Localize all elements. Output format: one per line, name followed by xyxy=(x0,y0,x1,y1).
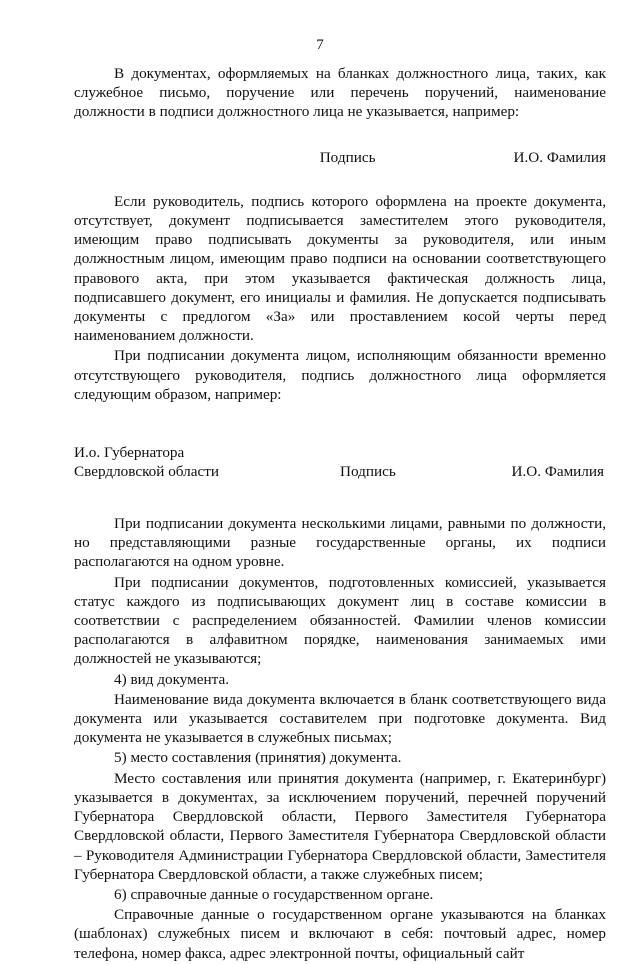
signature-name: И.О. Фамилия xyxy=(513,148,606,166)
paragraph-document-type: Наименование вида документа включается в бланк соответствующего вида документа или указывается составителем при подготовке документа. Вид документа не указывается в служебных письмах; xyxy=(74,690,606,747)
list-item-reference-data: 6) справочные данные о государственном органе. xyxy=(114,885,434,903)
signature-position-line1: И.о. Губернатора xyxy=(74,444,185,462)
document-body xyxy=(74,64,606,964)
signature-example-1 xyxy=(74,148,606,167)
signature-name: И.О. Фамилия xyxy=(511,463,604,481)
list-item-place-of-compilation: 5) место составления (принятия) документа. xyxy=(114,749,402,767)
paragraph-deputy-signing: Если руководитель, подпись которого оформлена на проекте документа, отсутствует, документ подписывается заместителем этого руководителя, имеющим право подписывать документы за руководителя, или иным должностным лицом, имеющим право подписи на основании соответствующего правового акта, при этом указывается фактическая должность лица, подписавшего документ, его инициалы и фамилия. Не допускается подписывать документы с предлогом «За» или проставлением косой черты перед наименованием должности. xyxy=(74,192,606,345)
signature-word: Подпись xyxy=(319,148,376,166)
signature-position-line2: Свердловской области xyxy=(74,463,219,481)
paragraph-commission-signing: При подписании документов, подготовленных комиссией, указывается статус каждого из подписывающих документ лиц в составе комиссии в соответствии с распределением обязанностей. Фамилии членов комиссии располагаются в алфавитном порядке, наименования занимаемых ими должностей не указываются; xyxy=(74,573,606,668)
paragraph-reference-data: Справочные данные о государственном органе указываются на бланках (шаблонах) служебных писем и включают в себя: почтовый адрес, номер телефона, номер факса, адрес электронной почты, официальный сайт xyxy=(74,906,606,962)
paragraph-signature-official-blank: В документах, оформляемых на бланках должностного лица, таких, как служебное письмо, поручение или перечень поручений, наименование должности в подписи должностного лица не указывается, например: xyxy=(74,65,606,121)
page-number: 7 xyxy=(316,37,324,53)
list-item-document-type: 4) вид документа. xyxy=(114,670,229,688)
paragraph-acting-head: При подписании документа лицом, исполняющим обязанности временно отсутствующего руководителя, подпись должностного лица оформляется следующим образом, например: xyxy=(74,347,606,403)
paragraph-place-of-compilation: Место составления или принятия документа (например, г. Екатеринбург) указывается в документах, за исключением поручений, перечней поручений Губернатора Свердловской области, Первого Заместителя Губернатора Свердловской области, Первого Заместителя Губернатора Свердловской области – Руководителя Администрации Губернатора Свердловской области, Заместителя Губернатора Свердловской области, а также служебных писем; xyxy=(74,769,606,883)
signature-word: Подпись xyxy=(340,463,396,481)
signature-example-2 xyxy=(74,443,606,483)
paragraph-multiple-signers: При подписании документа несколькими лицами, равными по должности, но представляющими разные государственные органы, их подписи располагаются на одном уровне. xyxy=(74,515,606,571)
